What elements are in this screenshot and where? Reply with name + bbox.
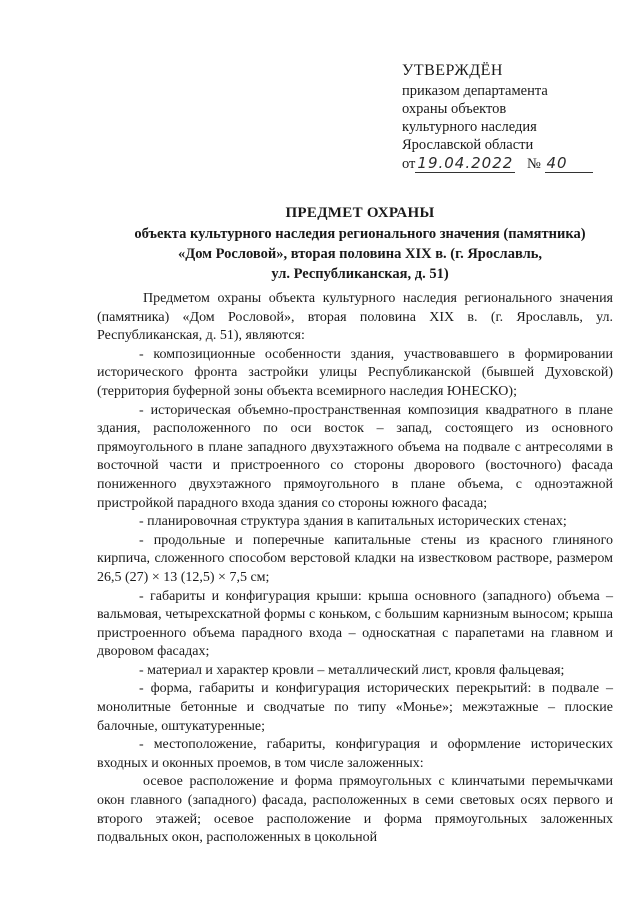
paragraph-intro: Предметом охраны объекта культурного наследия регионального значения (памятника) «Дом Рословой», вторая половина XIX в. (г. Ярославль, ул. Республиканская, д. 51), являются: — [97, 291, 613, 344]
document-title: ПРЕДМЕТ ОХРАНЫ — [285, 205, 435, 221]
document-body — [97, 290, 613, 848]
approval-stamp-block — [402, 62, 622, 173]
approval-line: культурного наследия — [402, 119, 537, 135]
date-prefix: от — [402, 156, 416, 172]
paragraph-item: - продольные и поперечные капитальные стены из красного глиняного кирпича, сложенного способом верстовой кладки на известковом растворе, размером 26,5 (27) × 13 (12,5) × 7,5 см; — [97, 532, 613, 585]
number-prefix: № — [527, 156, 541, 172]
approval-date-number-line — [402, 154, 622, 173]
paragraph-subitem: осевое расположение и форма прямоугольных с клинчатыми перемычками окон главного (западного) фасада, расположенных в семи световых осях первого и второго этажей; осевое расположение и форма прямоугольных заложенных подвальных окон, расположенных в цокольной — [97, 774, 613, 846]
approval-heading: УТВЕРЖДЁН — [402, 62, 503, 79]
paragraph-item: - композиционные особенности здания, участвовавшего в формировании исторического фронта застройки улицы Республиканской (бывшей Духовской) (территория буферной зоны объекта всемирного наследия ЮНЕСКО); — [97, 346, 613, 399]
paragraph-item: - планировочная структура здания в капитальных исторических стенах; — [139, 514, 567, 530]
title-subline: «Дом Рословой», вторая половина XIX в. (г. Ярославль, — [177, 246, 543, 262]
paragraph-item: - материал и характер кровли – металлический лист, кровля фальцевая; — [139, 662, 565, 678]
handwritten-date: 19.04.2022 — [415, 154, 515, 173]
paragraph-item: - местоположение, габариты, конфигурация и оформление исторических входных и оконных проемов, в том числе заложенных: — [97, 737, 613, 771]
paragraph-item: - историческая объемно-пространственная композиция квадратного в плане здания, расположенного по оси восток – запад, состоящего из основного прямоугольного в плане западного двухэтажного объема на подвале с антресолями в восточной части и пристроенного со стороны дворового (восточного) фасада пониженного двухэтажного прямоугольного в плане объема, с одноэтажной пристройкой парадного входа здания со стороны южного фасада; — [97, 402, 613, 511]
approval-line: охраны объектов — [402, 101, 507, 117]
title-subline: ул. Республиканская, д. 51) — [271, 266, 449, 282]
document-title-block — [110, 203, 610, 284]
approval-line: приказом департамента — [402, 83, 548, 99]
handwritten-number: 40 — [545, 154, 593, 173]
title-subline: объекта культурного наследия регионального значения (памятника) — [134, 226, 586, 242]
paragraph-item: - габариты и конфигурация крыши: крыша основного (западного) объема – вальмовая, четырехскатной формы с коньком, с большим карнизным выносом; крыша пристроенного объема парадного входа – односкатная с парапетами на главном и дворовом фасадах; — [97, 588, 613, 660]
paragraph-item: - форма, габариты и конфигурация исторических перекрытий: в подвале – монолитные бетонные и сводчатые по типу «Монье»; межэтажные – плоские балочные, оштукатуренные; — [97, 681, 613, 734]
approval-line: Ярославской области — [402, 137, 534, 153]
